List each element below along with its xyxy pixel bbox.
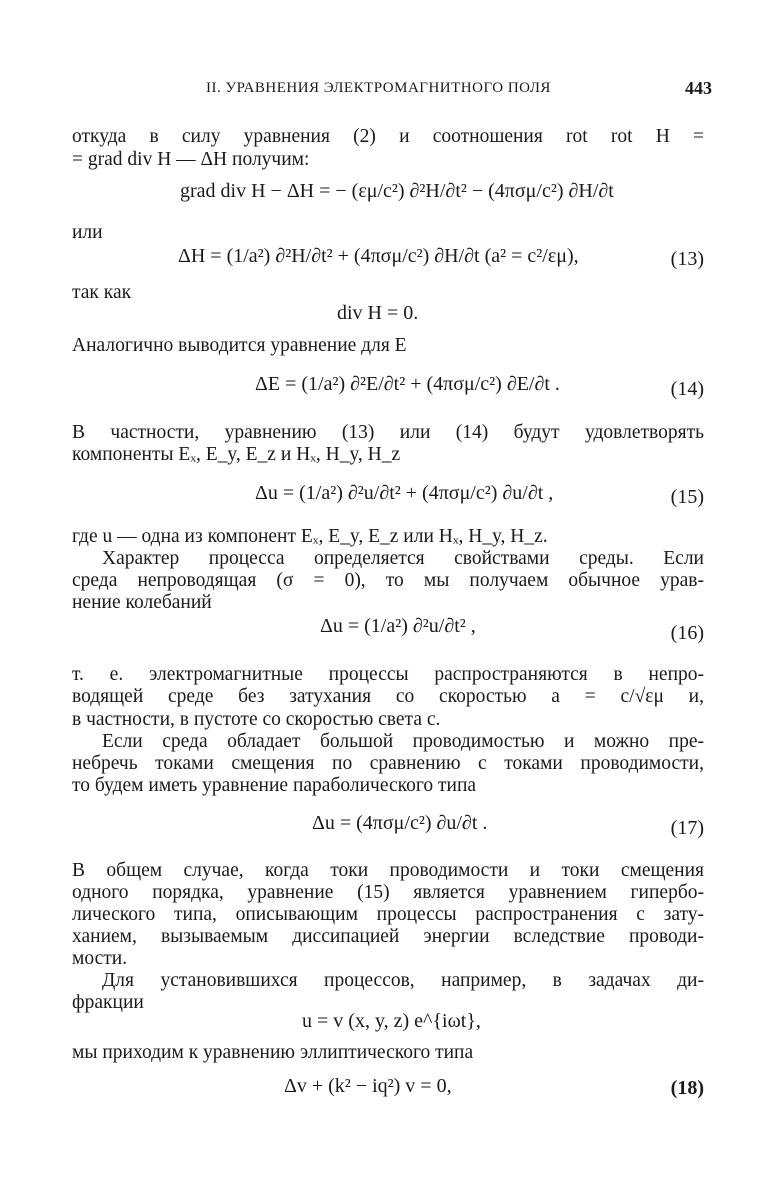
text-line: Аналогично выводится уравнение для E [72,335,407,356]
equation-14: ΔE = (1/a²) ∂²E/∂t² + (4πσμ/c²) ∂E/∂t . [255,373,560,395]
text-line: одного порядка, уравнение (15) является уравнением гипербо- [72,882,704,903]
equation-graddiv: grad div H − ΔH = − (εμ/c²) ∂²H/∂t² − (4πσμ/c²) ∂H/∂t [180,180,614,202]
text-line: откуда в силу уравнения (2) и соотношения rot rot H = [72,126,704,147]
equation-number-18: (18) [670,1077,704,1099]
equation-number-14: (14) [670,378,704,400]
equation-17: Δu = (4πσμ/c²) ∂u/∂t . [312,812,488,834]
equation-number-16: (16) [670,622,704,644]
text-line: мы приходим к уравнению эллиптического типа [72,1042,474,1063]
text-line: в частности, в пустоте со скоростью света c. [72,709,441,730]
text-line: В общем случае, когда токи проводимости и токи смещения [72,860,704,881]
text-line: лического типа, описывающим процессы распространения с зату- [72,904,704,925]
equation-number-13: (13) [670,248,704,270]
text-line: компоненты Eₓ, E_y, E_z и Hₓ, H_y, H_z [72,444,401,465]
text-line: то будем иметь уравнение параболического типа [72,775,477,796]
equation-number-15: (15) [670,486,704,508]
chapter-title: II. УРАВНЕНИЯ ЭЛЕКТРОМАГНИТНОГО ПОЛЯ [206,80,551,96]
text-line: = grad div H — ΔH получим: [72,149,310,170]
equation-steady: u = v (x, y, z) e^{iωt}, [302,1010,481,1032]
text-line: фракции [72,992,144,1013]
text-line: водящей среде без затухания со скоростью a = c/√εμ и, [72,686,704,707]
text-line: В частности, уравнению (13) или (14) будут удовлетворять [72,422,704,443]
equation-15: Δu = (1/a²) ∂²u/∂t² + (4πσμ/c²) ∂u/∂t , [255,482,554,504]
text-line: т. е. электромагнитные процессы распространяются в непро- [72,664,704,685]
text-line: Если среда обладает большой проводимостью и можно пре- [102,731,704,752]
text-or: или [72,222,103,243]
text-line: нение колебаний [72,592,212,613]
text-line: Характер процесса определяется свойствами среды. Если [102,548,704,569]
equation-number-17: (17) [670,817,704,839]
text-line: небречь токами смещения по сравнению с токами проводимости, [72,753,704,774]
equation-divH: div H = 0. [337,302,419,324]
equation-13: ΔH = (1/a²) ∂²H/∂t² + (4πσμ/c²) ∂H/∂t (a² = c²/εμ), [178,245,579,267]
text-line: среда непроводящая (σ = 0), то мы получаем обычное урав- [72,570,704,591]
text-line: мости. [72,948,128,969]
running-header [72,80,712,102]
text-line: Для установившихся процессов, например, в задачах ди- [102,970,704,991]
text-line: где u — одна из компонент Eₓ, E_y, E_z или Hₓ, H_y, H_z. [72,526,548,547]
equation-16: Δu = (1/a²) ∂²u/∂t² , [320,615,476,637]
text-since: так как [72,282,132,303]
page-number: 443 [685,78,712,98]
equation-18: Δv + (k² − iq²) v = 0, [284,1075,452,1097]
text-line: ханием, вызываемым диссипацией энергии вследствие проводи- [72,926,704,947]
